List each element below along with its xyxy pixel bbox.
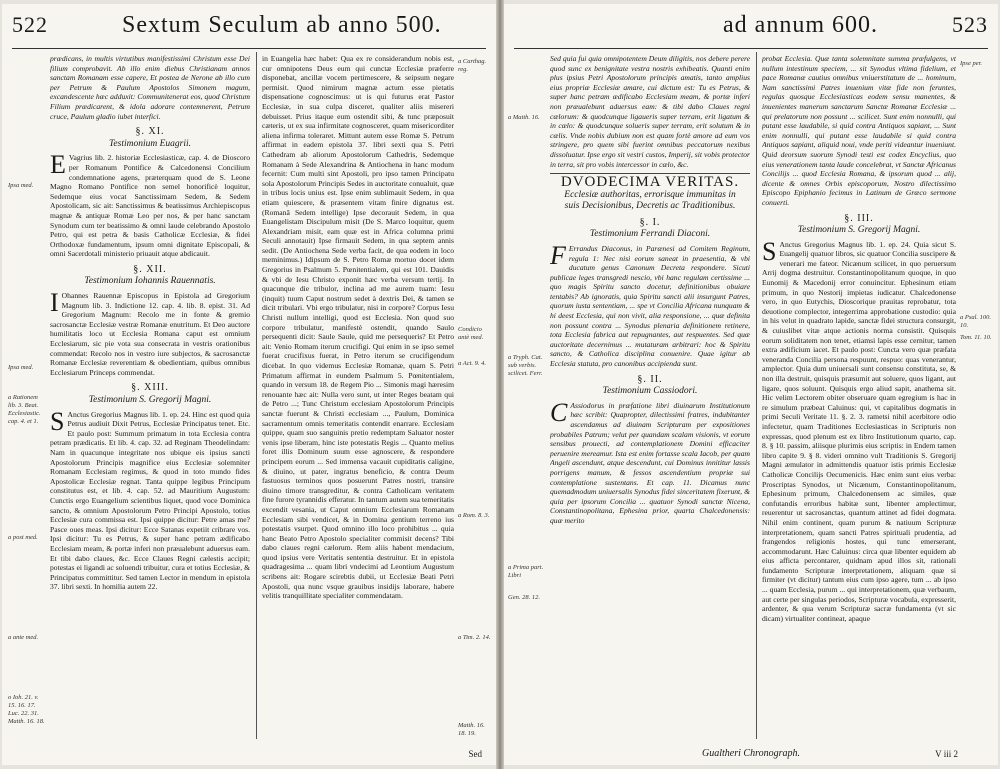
paragraph: Sed quia fui quia omnipotentem Deum diligitis, nos debere perere quod sunc ex benignitate vestra nostris exhibeatis. Quanti enim plus ipsius Petri Apostolorum principis amatis, tanto amplius eius propriæ Ecclesiæ amare, cui dictum est: Tu es Petrus, & super hanc petram ædificabo Ecclesiam meam, & portæ inferi non præualebunt aduersus eam: & tibi dabo Claues regni cælorum: & quodcunque ligaueris super terram, erit ligatum & in cælo: & quodcunque solueris super terram, erit solutum & in cælis. Vnde nobis dubium non est quam fortè amore ad eum vos stringere, pro quem sibi fuerint omnibus peccatorum nexibus dissoluatur. Ipse ergo sit vestri custos, Imperij, sit vobis protector in terra, sit pro vobis intercessor in cælo, &c. [550,54,750,169]
margin-note: a Rationem lib. 3. Beat. Ecclesiastic. cap. 4. et 1. [8,394,41,425]
paragraph: E Vagrius lib. 2. historiæ Ecclesiasticæ, cap. 4. de Dioscoro per Romanum Pontifice & Calcedonensi Concilium condemnatione agens, præterquam quod de S. Leone Magno Romano Pontifice non semel honorificè loquitur, Sedemque eius vocat Sanctissimam Sedem, & Sedem Apostolicam, sic ait: Sanctissimus & beatissimus Archiepiscopus magnæ & antiquæ Romæ Leo per nos, & per hanc sanctam Synodum cum ter beatissimo & omni laude celebrando Apostolo Petro, qui est petra & basis Catholicæ Ecclesiæ, & fidei Orthodoxæ fundamentum, ipsum omni dignitate Episcopali, & omni Sacerdotali ministerio priuauit atque abdicauit. [50,150,250,259]
margin-note: Tom. 11. 10. [960,334,992,341]
drop-cap: S [50,406,65,436]
testimonium-heading: Testimonium S. Gregorij Magni. [88,395,212,405]
right-page [504,4,998,765]
page-number: 522 [12,12,48,37]
catchword: Sed [468,749,482,759]
testimonium-heading: Testimonium Iohannis Rauennatis. [84,276,216,287]
margin-note: a Tim. 2. 14. [458,634,491,641]
margin-note: a post med. [8,534,38,541]
margin-note: a Matth. 16. [508,114,540,121]
right-column-1 [550,54,750,739]
right-margin-notes [960,54,996,739]
testimonium-heading: Testimonium Euagrii. [109,138,191,149]
right-page-header [514,12,988,49]
paragraph: I Ohannes Rauennæ Episcopus in Epistola ad Gregorium Magnum lib. 3. Indictione 12. cap. 4. lib. 8. epist. 31. Ad Gregorium Magnum: Recolo me in fonte & gremio sacrosanctæ Ecclesiæ vestræ Romanæ enutritum. Et Deo auctore humilitatis loco ut Ecclesia Romana caput est omnium Ecclesiarum, sic pie vota sua consecrata in vestris orationibus commendat: Recolo nos in vestro iure subjectos, & sacrosanctæ Romanæ Ecclesiæ reverentiam & obedientiam, quibus omnibus Ecclesiarum Princeps commendat. [50,288,250,377]
chronograph-footer: Gualtheri Chronograph. [702,748,800,759]
section-heading: §. III. [844,212,874,224]
drop-cap: I [50,288,59,318]
testimonium-heading: Testimonium Cassiodori. [602,386,698,397]
column-divider [756,52,757,739]
paragraph: prædicans, in multis virtutibus manifestissimi Christum esse Dei filium comprobavit. Ab illo enim diebus Christianam annos sanctam Romanam esse capere, Et postea de Nerone ab illo cum per Petrum & Paulum Apostolos Simonem magum, excandescente hæc adduxit: Communitenerat eos, quod Christum Filium prædicarent, & idola adorare contemnerent, Petrum cruce, Paulum gladio iubet interfici. [50,54,250,121]
signature-mark: V iii 2 [935,749,958,759]
testimonium-heading: Testimonium S. Gregorij Magni. [797,225,921,236]
left-column-1 [50,54,250,739]
section-heading: §. I. [639,216,661,228]
margin-note: a Psal. 100. 10. [960,314,992,329]
right-margin-notes [458,54,492,739]
truth-title: DVODECIMA VERITAS. [560,174,740,191]
running-title: ad annum 600. [723,12,878,38]
paragraph: in Euangelia hæc habet: Qua ex re considerandum nobis est, cur omnipotens Deus eum qui cunctæ Ecclesiæ præferre disponebat, ancillæ vocem pertimescere, & seipsum negare permisit. Quod nimirum magnæ actum esse pietatis dispensatione cognoscimus: ut is qui futurus erat Pastor Ecclesiæ, in sua culpa disceret, qualiter aliis misereri debuisset. Prius itaque eum ostendit sibi, & tunc præposuit cæteris, ut ex sua infirmitate cognosceret, quam misericorditer aliena infirma toleraret. Mittunt autem esse Romæ S. Petrum affirmat in eadem epistola 37. libri sexti qua S. Petri Cathedram ab aliorum Apostolorum Cathedris, Sedemque Romanam à Sede Alexandrina & Antiochena in hanc modum fecernit: Cum multi sint Apostoli, pro ipso tamen Principatu sola Apostolorum Principis Sedes in auctoritate conualuit, quæ in tribus locis unius est. Ipse enim sublimauit Sedem, in qua etiam quiescere, & præsentem vitam finire dignatus est. (Romanâ Sedem intellige) Ipse decorauit Sedem, in qua Euangelistam Discipulum misit (De S. Marco loquitur, quem Alexandriam misit, eam quæ est in Africa columna primi Seculi annotauit) Ipse firmauit Sedem, in qua septem annis sedit. (De Antiochena Sede verba facit, de qua eodem in loco meminimus.) Idipsum de S. Petro Romæ mortuo docet idem Gregorius in Psalmum 5. Pœnitentialem, qui est 101. Dauidis & vbi de Iesu Christo exponit hæc verba versum tertij. In quacunque die tribulor, inclina ad me aurem tuam: Iesu (inquit) tuum Caput nostrum sedet à dextris Dei, & tamen se dicit tribulari. Vbi ergo tribulatur, nisi in corpore? Corpus Iesu Christi nullum intelligi, quod est Ecclesia. Non quod suo corpore tribulatur, manifestè ostendit, quando Saulo persequenti dicit: Saule Saule, quid me persequeris? Et Petro ait: Venio Romam iterum crucifigi. Qui enim in se ipso semel fuerat crucifixus fuerat, in Petro iterum se crucifigendum dicebat. In quo videmus Ecclesiæ Romanæ, quam S. Petri Primatum affirmat in eundem Psalmum 5. Pœnitentialem, quando in versum 18. de Regem Pio ... Simonis magi hæresim renouante hæc ait: Nulla vero sunt, ut inter Reges beatam qui de Petro ...; Tunc Christum ecclesiam Apostolorum Principis sanctæ fuerunt & Christi ecclesiam ..., Paulum, Dominica sacramentum omnis temeritatis contendit enarrare. Ecclesiam quippe, quam suo sanguinis pretio redemptam Saluator noster venis ipse liberam, hinc iste potestatis Regis ... Quanto melius foret illis Dominum suum esse agnoscere, & respondere principem eorum ... Sed immensa vacauit cupiditatis caligine, & diuino, ut pater, ingratus beneficio, & contra Deum fastuosus terminos quos posuerunt Patres nostri, transire diuino timore transgreditur, & contra Catholicam veritatem fine furore tyrannidis efferatur. In tantum autem sua temeritatis excendit vesania, ut Caput omnium Ecclesiarum Romanam Ecclesiam sibi vendicet, & in Domina gentium terreno ius potestatis vsurpet. Quod omnino illo loco prohibitus ... quia hanc Beato Petro Apostolo specialiter commisit decens? Tibi dabo claues regni cælorum. Rem aliis habent mendacium, quod ipsius vere Veritatis sententia destruitur. Et in epistola quadragesima ... quam libri vndecimi ad Leontium Augustum scribens ait: Rogare scirebtis dubii, ut Ecclesiæ Beati Petri Apostoli, qua nunc vsque grauibus insidijs laborare, habere velitis tranquillitate specialiter commendatam. [262,54,454,601]
truth-subtitle: Ecclesiæ authoritas, errorisque immunitas in suis Decisionibus, Decretis ac Traditionibus. [564,189,736,211]
paragraph: C Assiodorus in præfatione libri diuinarum Institutionum hæc scribit: Quapropter, dilectissimi fratres, indubitanter ascendamus ad diuinam Scripturam per expositiones probabiles Patrum; velut per quandam scalam visionis, vt eorum sensibus prouecti, ad contemplationem Domini efficaciter peruenire mereamur. Ista est enim fortasse scala Iacob, per quam Angeli ascendunt, atque descendunt, cui Dominus innititur lassis porrigens manum, & fessos ascendentium propriæ sui contemplatione sustentans. Et cap. 11. Dicamus nunc quemadmodum uniuersalis Synodus fidei sinceritatem fixerunt, & quia per ipsorum Concilia ... quatuor Synodi sanctæ Nicena, Constantinopolitana, Ephesina prior, quarta Chalcedonensis: quæ merito [550,397,750,525]
margin-note: Condicio antè med. [458,326,484,341]
section-heading: §. II. [637,373,663,385]
paragraph: S Anctus Gregorius Magnus lib. 1. ep. 24. Hinc est quod quia Petrus audiuit Dixit Petrus, Ecclesiæ Principatus tenet. Etc. Et paulo post: Summum primatum in tota Ecclesia contra petram prædicatis. Et lib. 4. cap. 32. ad Reginam Theodelindam: Nam in quacunque integritate nos ubique eis ipsius sancti Apostolorum Principis magnifice eius Ecclesiæ solemniter Romanam Ecclesiam regimus, & quod in toto mundo fides Apostolicæ Ecclesiæ regnat. Tanta quippe legibus Principum constitutus est, et lib. 4. cap. 52. ad Mauritium Augustum: Cunctis ergo Euangelium scientibus liquet, quod voce Dominica sancto, & omnium Apostolorum Petro Principi Apostolo, totius Ecclesiæ cura commissa est. Ipsi quippe dicitur: Petre amas me? Pasce oues meas. Ipsi dicitur: Ecce Satanas expetiit cribrare vos. Ipsi dicitur: Tu es Petrus, & super hanc petram ædificabo Ecclesiam meam, & portæ inferi non præualebunt aduersus eam. Et tibi dabo claues, &c. Ecce Claues Regni cælestis accipit; potestas ei ligandi ac soluendi tribuitur, cura et totius Ecclesiæ, & Principatus committitur. Sed tamen Lector in mendum in epistola 37. libri sexti. In homilia autem 22. [50,406,250,592]
margin-note: a Rom. 8. 3. [458,512,490,519]
margin-note: Ipsa med. [8,182,34,189]
paragraph: S Anctus Gregorius Magnus lib. 1. ep. 24. Quia sicut S. Euangelij quatuor libros, sic quatuor Concilia suscipere & venerari me fateor. Nicænum scilicet, in quo peruersum Arrij dogma destruitur. Constantinopolitanum quoque, in quo Eunomij & Macedonij error conuincitur. Ephesinum etiam primum, in quo Nestorij impietas iudicatur. Chalcedonense vero, in quo Eutychis, Dioscorique prauitas reprobatur, tota deuotione complector, integerrima approbatione custodio: quia in his velut in quadrato lapide, sanctæ fidei structura consurgit, & cuiuslibet vitæ atque actionis norma consistit. Quisquis eorum soliditatem non tenet, etiamsi lapis esse cernitur, tamen extra ædificium iacet. Et paulo post: Cuncta vero quæ præfata veneranda Concilia persona respuunt, respuo: quas venerantur, amplector. Quia dum uniuersali sunt consensu constituta, se, & non illa destruit, quisquis præsumit aut soluere, quos ligant, aut ligare, quos soluunt. Quisquis ergo aliud sapit, anathema sit. Hic velim Lectorem obiter obseruare quam egregium is hac in re simulum præbeat Caluinus: qui, vt capitalibus dogmatis in primi Seculi Veritate 11. §. 2. 3. rametsi nihil acerbitore odio infectetur, quam Traditiones Ecclesiasticas in Scripturis non expressas, quod plenum est ex libro Institutionum quarto, cap. 8. § 10. passim, aliisque plurimis eius scriptis: in Endem tamen libro capite 9. § 8. videri omnino vult Traditionis S. Gregorij Magni æmulator in admittendis quatuor istis primis Ecclesiæ Catholicæ Concilijs Oecumenicis. Hæc enim sunt eius verba: Proscriptas Synodos, ut Nicænum, Constantinopolitanum, Ephesinum primum, Chalcedonensem ac similes, quæ confutandis erroribus habitæ sunt, libenter amplectimur, reuerentur ut sacrosanctas, quantum attinet ad fidei dogmata. Nihil enim continent, quam purum & natiuum Scripturæ interpretationem, quam sancti Patres spirituali prudentia, ad frangendos religionis hostes, qui tunc emerserant, accommodarunt. Hæc Caluinus: circa quæ libenter equidem ab eius afficta percontarer, quidnam apud illos sit, rationali fundamento Scripturæ interpretationem, aliquam quæ si firmiter (vt dicitur) tantum eius cum ipso agere, tum ... ab ipso ... quam Ecclesia, purum ... qui interpretationem, quæ verbaum, aut certe per singulas periodos, Scripturæ vocabula, expresserit, ardenter, & qua verum Scripturæ sacræ fundamenta (vt sic dicam) virtualiter contineat, apaque [762,236,956,623]
margin-note: Ipse per. [960,60,983,67]
section-heading: §. XIII. [131,382,169,394]
column-divider [256,52,257,739]
left-margin-notes [8,54,46,739]
page-number: 523 [952,12,988,37]
margin-note: a Tryph. Cat. sub verbis. scilicet. Ferr. [508,354,543,377]
margin-note: Gen. 28. 12. [508,594,540,601]
section-heading: §. XII. [133,263,167,275]
paragraph: probat Ecclesia. Quæ tanta solemnitate summa præfulgens, vt nullum intestinum speciem, ... sit Synodus vltima fidelium, et pace Romanæ cautius omnibus vniuerstitatum de ... hominum, Nam sanctissimi Patres inuenium vitæ fide non feruntes, regulas quosque Ecclesiasticas eodem sensu manentes, & inuenientes manerum sanctarum Sanctæ Romanæ Ecclesiæ ... qui prelatorum non possunt ... scilicet. Sunt enim nonnulli, qui putant esse laudabile, si quid contra Antiquos sapiant, ... Sunt enim nonnulli, qui putant esse laudabile si quid contra Antiquos sapiant, aliquid noui, vnde periti videantur inueniunt. Quid deorsum suorum Synodi testi est codex Encyclius, quo eius venerationem tanta laude concelebrat, vt Sanctæ Africanus Concilijs ... quod Ecclesia Romana, & ipsorum quod ... alij, dicente & omnes Orbis episcoporum, Nostro dilectissimo Episcopo Epiphanio fecimus in Latinum de Græco sermone conuerti. [762,54,956,207]
left-margin-notes [508,54,548,739]
paragraph: F Errandus Diaconus, in Parænesi ad Comitem Reginum, regula 1: Nec nisi eorum saneat in praesentia, & vbi ducatum genus Canonum Decreta respondere. Sicuti publicae leges transgredi nescio, vbi hanc regulam certissime ... quo magis Spiritu sancto docetur, definitionibus obuiare tentabis? Ab ignoratis, quia Spiritu sancti alii insurgunt Patres, quorum iusta sententiam, ... spe vt Concilia Africana nunquam & hi deest Ecclesia, qui non vivit, alia responsione, ... quæ definita non possunt contra ... Synodus plenaria definitionem retinere, tota Ecclesia fabrica aut repugnantes, aut respuentes. Sed quæ auctoritate decernimus ... mutaturam arbitrari: hoc & Spiritu sancto, & Catholica disciplina conuenire. Quae igitur ab Ecclesia statuta, pro canonibus accipienda sunt. [550,240,750,369]
drop-cap: C [550,397,568,427]
drop-cap: E [50,150,66,180]
drop-cap: F [550,240,566,270]
margin-note: Matth. 16. 18. 19. [458,722,485,737]
margin-note: a Carthag. reg. [458,58,487,73]
testimonium-heading: Testimonium Ferrandi Diaconi. [589,229,711,240]
drop-cap: S [762,236,777,266]
book-gutter [496,0,504,769]
running-title: Sextum Seculum ab anno 500. [122,12,442,38]
section-heading: §. XI. [135,126,165,138]
left-page [2,4,496,765]
margin-note: Ipsa med. [8,364,34,371]
left-column-2 [262,54,454,739]
margin-note: a Act. 9. 4. [458,360,487,367]
margin-note: a Prima part. Libri [508,564,544,579]
margin-note: o Ioh. 21. v. 15. 16. 17. Luc. 22. 31. Matth. 16. 18. [8,694,45,725]
right-column-2 [762,54,956,739]
margin-note: a ante med. [8,634,39,641]
left-page-header [12,12,486,49]
